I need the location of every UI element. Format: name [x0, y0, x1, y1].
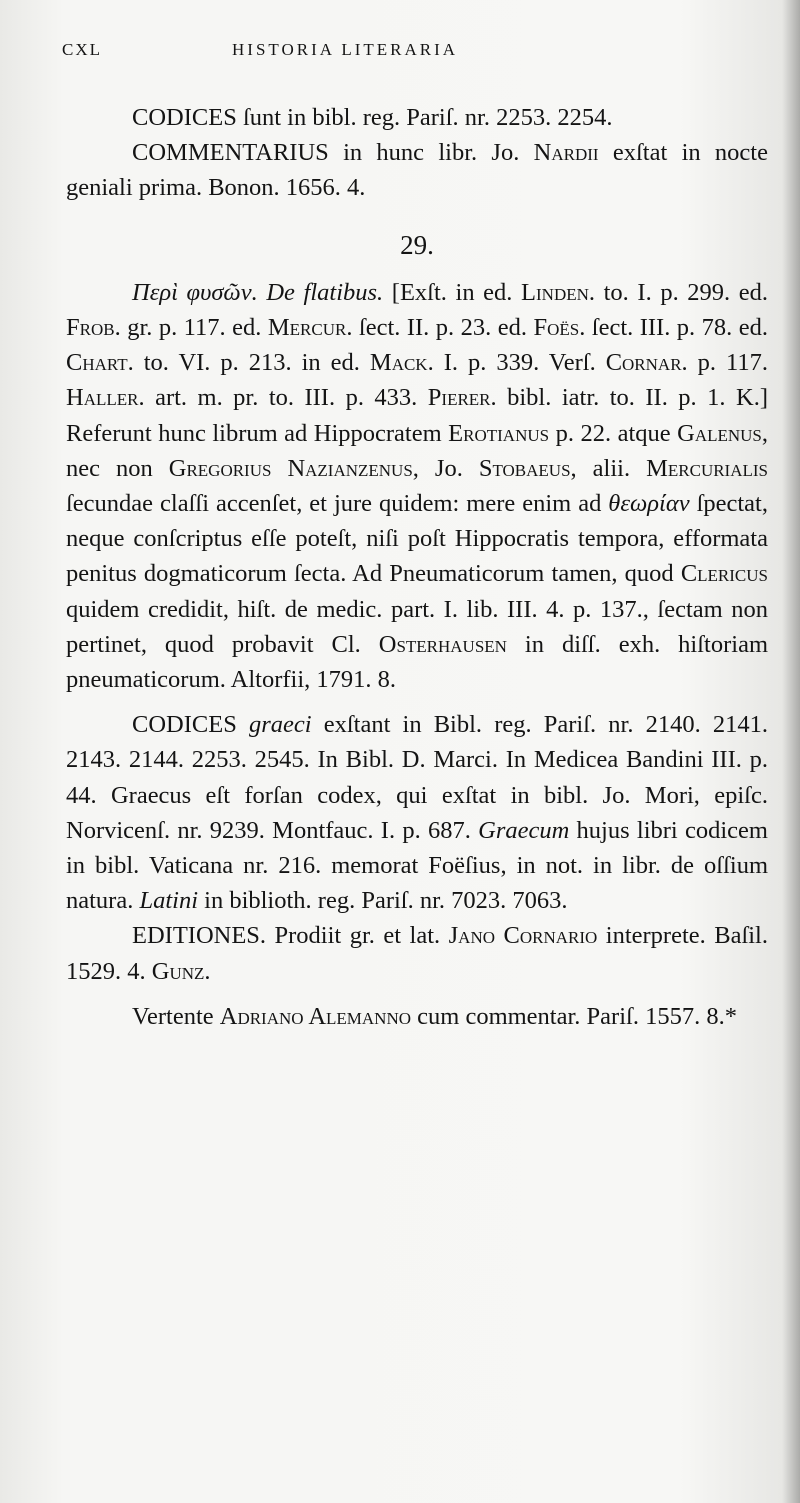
text-run: p. 22. atque — [549, 419, 678, 447]
text-run: COMMENTARIUS in hunc libr. Jo. — [132, 139, 534, 167]
text-run: interprete. Baſil. 1529. 4. — [66, 922, 768, 985]
paragraph-codices-graeci — [66, 707, 768, 918]
author-name: Jano Cornario — [448, 922, 598, 950]
text-run: . gr. p. 117. ed. — [114, 314, 268, 342]
author-name: Cornar — [605, 349, 682, 377]
text-run: CODICES — [132, 711, 249, 739]
author-name: Foës — [533, 314, 580, 342]
paragraph-vertente — [66, 999, 768, 1034]
author-name: Gunz — [151, 957, 205, 985]
text-run: . to. VI. p. 213. in ed. — [127, 349, 370, 377]
author-name: Stobaeus — [478, 454, 571, 482]
author-name: Osterhausen — [378, 630, 507, 658]
author-name: Pierer — [427, 384, 491, 412]
text-run: ſpectat, neque conſcriptus eſſe poteſt, niſi poſt Hippocratis tempora, efformata penitus dogmaticorum ſecta. Ad Pneumaticorum tamen, quod — [66, 490, 768, 588]
text-run: . p. 117. — [681, 349, 768, 377]
text-run: . I. p. 339. Verſ. — [427, 349, 606, 377]
author-name: Nardii — [533, 139, 599, 167]
italic-word: Graecum — [478, 816, 570, 844]
text-run: , alii. — [570, 454, 647, 482]
text-run: [Exſt. in ed. — [383, 278, 522, 306]
author-name: Erotianus — [448, 419, 550, 447]
running-title: HISTORIA LITERARIA — [232, 40, 459, 59]
text-run: . art. m. pr. to. III. p. 433. — [138, 384, 428, 412]
author-name: Linden — [521, 278, 589, 306]
author-name: Gregorius Nazianzenus — [168, 454, 413, 482]
author-name: Haller — [66, 384, 139, 412]
text-run: quidem credidit, hiſt. de medic. part. I. lib. III. 4. p. 137., ſectam non pertinet, quod probavit Cl. — [66, 595, 768, 658]
author-name: Mercurialis — [646, 454, 768, 482]
text-run: . bibl. iatr. to. II. p. 1. K.] Referunt hunc librum ad Hippocratem — [66, 384, 768, 447]
greek-word: θεωρίαν — [608, 490, 690, 518]
author-name: Clericus — [680, 560, 768, 588]
text-run: Vertente — [132, 1002, 220, 1030]
author-name: Galenus — [677, 419, 762, 447]
text-run: exſtant in Bibl. reg. Pariſ. nr. 2140. 2141. 2143. 2144. 2253. 2545. In Bibl. D. Marci. In Medicea Bandini III. p. 44. Graecus eſt forſan codex, qui exſtat in bibl. Jo. Mori, epiſc. Norvicenſ. nr. 9239. Montfauc. I. p. 687. — [66, 711, 768, 844]
paragraph-commentarius — [66, 135, 768, 205]
author-name: Mack — [369, 349, 428, 377]
text-run: . — [204, 957, 211, 985]
text-run: cum commentar. Pariſ. 1557. 8.* — [411, 1002, 737, 1030]
latin-title: De flatibus. — [266, 278, 384, 306]
author-name: Mercur — [267, 314, 347, 342]
text-run: . ſect. III. p. 78. ed. — [579, 314, 768, 342]
greek-title: Περὶ φυσῶν. — [132, 278, 258, 306]
paragraph-de-flatibus — [66, 275, 768, 697]
text-run: , nec non — [66, 419, 769, 482]
text-run: . ſect. II. p. 23. ed. — [346, 314, 534, 342]
author-name: Chart — [66, 349, 128, 377]
paragraph-codices-1: CODICES ſunt in bibl. reg. Pariſ. nr. 2253. 2254. — [132, 104, 613, 131]
author-name: Adriano Alemanno — [219, 1002, 412, 1030]
paragraph-editiones — [66, 918, 768, 988]
section-number: 29. — [400, 229, 434, 260]
text-run: hujus libri codicem in bibl. Vaticana nr. 216. memorat Foëſius, in not. in libr. de oſſium natura. — [66, 816, 768, 915]
text-run: in biblioth. reg. Pariſ. nr. 7023. 7063. — [198, 887, 568, 915]
italic-word: Latini — [139, 887, 199, 915]
text-run: , Jo. — [412, 454, 479, 482]
italic-word: graeci — [248, 711, 312, 739]
text-run: ſecundae claſſi accenſet, et jure quidem: mere enim ad — [66, 490, 609, 518]
main-text — [66, 100, 768, 1034]
page-number: CXL — [62, 40, 102, 59]
text-run: exſtat in nocte geniali prima. Bonon. 1656. 4. — [66, 139, 768, 202]
author-name: Frob — [66, 314, 115, 342]
text-run: EDITIONES. Prodiit gr. et lat. — [132, 922, 449, 950]
text-run: in diſſ. exh. hiſtoriam pneumaticorum. Altorfii, 1791. 8. — [66, 630, 768, 694]
text-run: . to. I. p. 299. ed. — [588, 278, 769, 306]
page-gutter-shadow — [782, 0, 800, 1503]
